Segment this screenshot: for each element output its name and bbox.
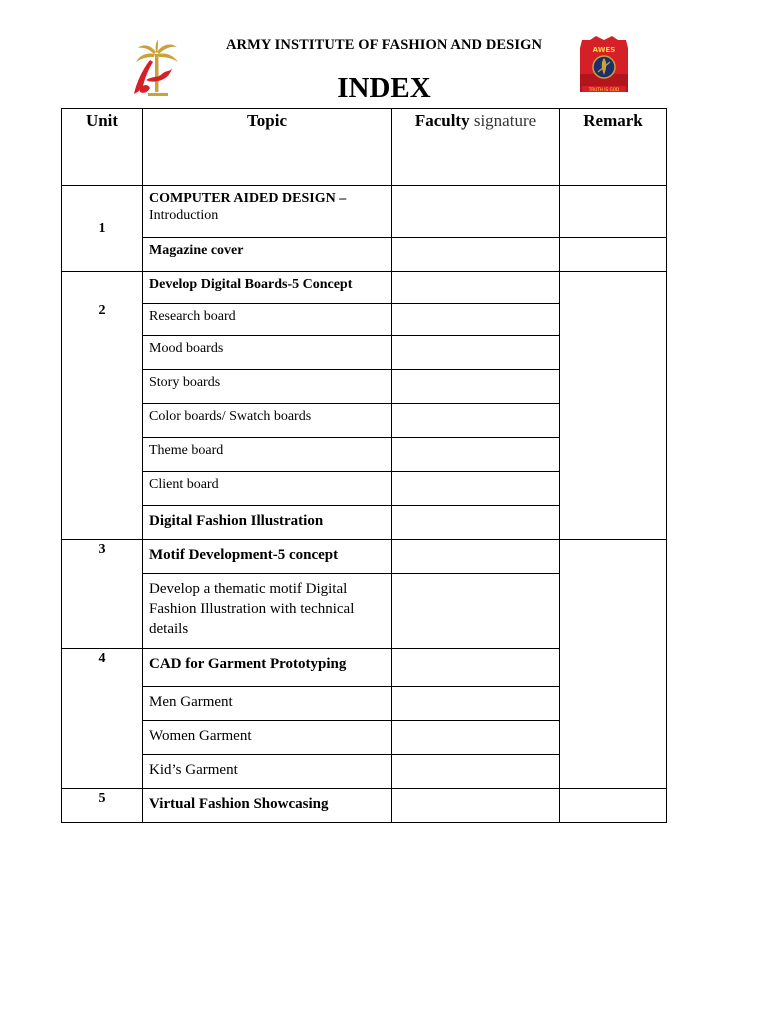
faculty-signature-cell[interactable] (392, 789, 560, 823)
topic-cell: Motif Development-5 concept (143, 540, 392, 574)
faculty-signature-cell[interactable] (392, 721, 560, 755)
unit-number: 5 (62, 789, 143, 823)
topic-cell: Color boards/ Swatch boards (143, 404, 392, 438)
awes-logo (576, 34, 632, 98)
topic-cell: Magazine cover (143, 238, 392, 272)
table-row (62, 186, 667, 238)
faculty-signature-cell[interactable] (392, 336, 560, 370)
faculty-signature-cell[interactable] (392, 304, 560, 336)
topic-cell: Develop a thematic motif Digital Fashion Illustration with technical details (143, 574, 392, 649)
index-table (61, 108, 667, 823)
topic-cell: Kid’s Garment (143, 755, 392, 789)
faculty-signature-cell[interactable] (392, 755, 560, 789)
faculty-signature-cell[interactable] (392, 438, 560, 472)
svg-text:AWES: AWES (592, 46, 616, 54)
topic-cell: CAD for Garment Prototyping (143, 649, 392, 687)
faculty-signature-cell[interactable] (392, 649, 560, 687)
remark-cell[interactable] (560, 272, 667, 540)
svg-text:TRUTH IS GOD: TRUTH IS GOD (588, 87, 620, 92)
faculty-signature-cell[interactable] (392, 506, 560, 540)
faculty-signature-cell[interactable] (392, 687, 560, 721)
faculty-signature-cell[interactable] (392, 404, 560, 438)
remark-cell[interactable] (560, 186, 667, 238)
unit-number: 1 (62, 186, 143, 272)
topic-cell: Develop Digital Boards-5 Concept (143, 272, 392, 304)
table-row (62, 238, 667, 272)
institute-logo (128, 40, 184, 98)
faculty-signature-cell[interactable] (392, 574, 560, 649)
remark-cell[interactable] (560, 540, 667, 789)
faculty-signature-cell[interactable] (392, 472, 560, 506)
faculty-signature-cell[interactable] (392, 272, 560, 304)
topic-cell: Story boards (143, 370, 392, 404)
column-header-unit: Unit (62, 109, 143, 186)
page-title: INDEX (337, 72, 431, 104)
topic-cell: Men Garment (143, 687, 392, 721)
awes-shield-logo-icon (576, 34, 632, 98)
unit-number: 2 (62, 272, 143, 540)
topic-cell: Research board (143, 304, 392, 336)
unit-number: 4 (62, 649, 143, 789)
institute-name: ARMY INSTITUTE OF FASHION AND DESIGN (225, 37, 543, 53)
remark-cell[interactable] (560, 238, 667, 272)
topic-cell: Women Garment (143, 721, 392, 755)
topic-cell: Mood boards (143, 336, 392, 370)
table-row (62, 272, 667, 304)
faculty-signature-cell[interactable] (392, 238, 560, 272)
faculty-signature-cell[interactable] (392, 186, 560, 238)
table-header-row (62, 109, 667, 186)
table-row (62, 540, 667, 574)
column-header-topic: Topic (143, 109, 392, 186)
palm-tree-logo-icon (128, 40, 184, 98)
remark-cell[interactable] (560, 789, 667, 823)
faculty-signature-cell[interactable] (392, 370, 560, 404)
topic-cell: Digital Fashion Illustration (143, 506, 392, 540)
topic-cell: COMPUTER AIDED DESIGN – Introduction (143, 186, 392, 238)
unit-number: 3 (62, 540, 143, 649)
topic-cell: Virtual Fashion Showcasing (143, 789, 392, 823)
faculty-signature-cell[interactable] (392, 540, 560, 574)
column-header-faculty-signature: Faculty signature (392, 109, 560, 186)
topic-cell: Client board (143, 472, 392, 506)
topic-cell: Theme board (143, 438, 392, 472)
column-header-remark: Remark (560, 109, 667, 186)
table-row (62, 789, 667, 823)
